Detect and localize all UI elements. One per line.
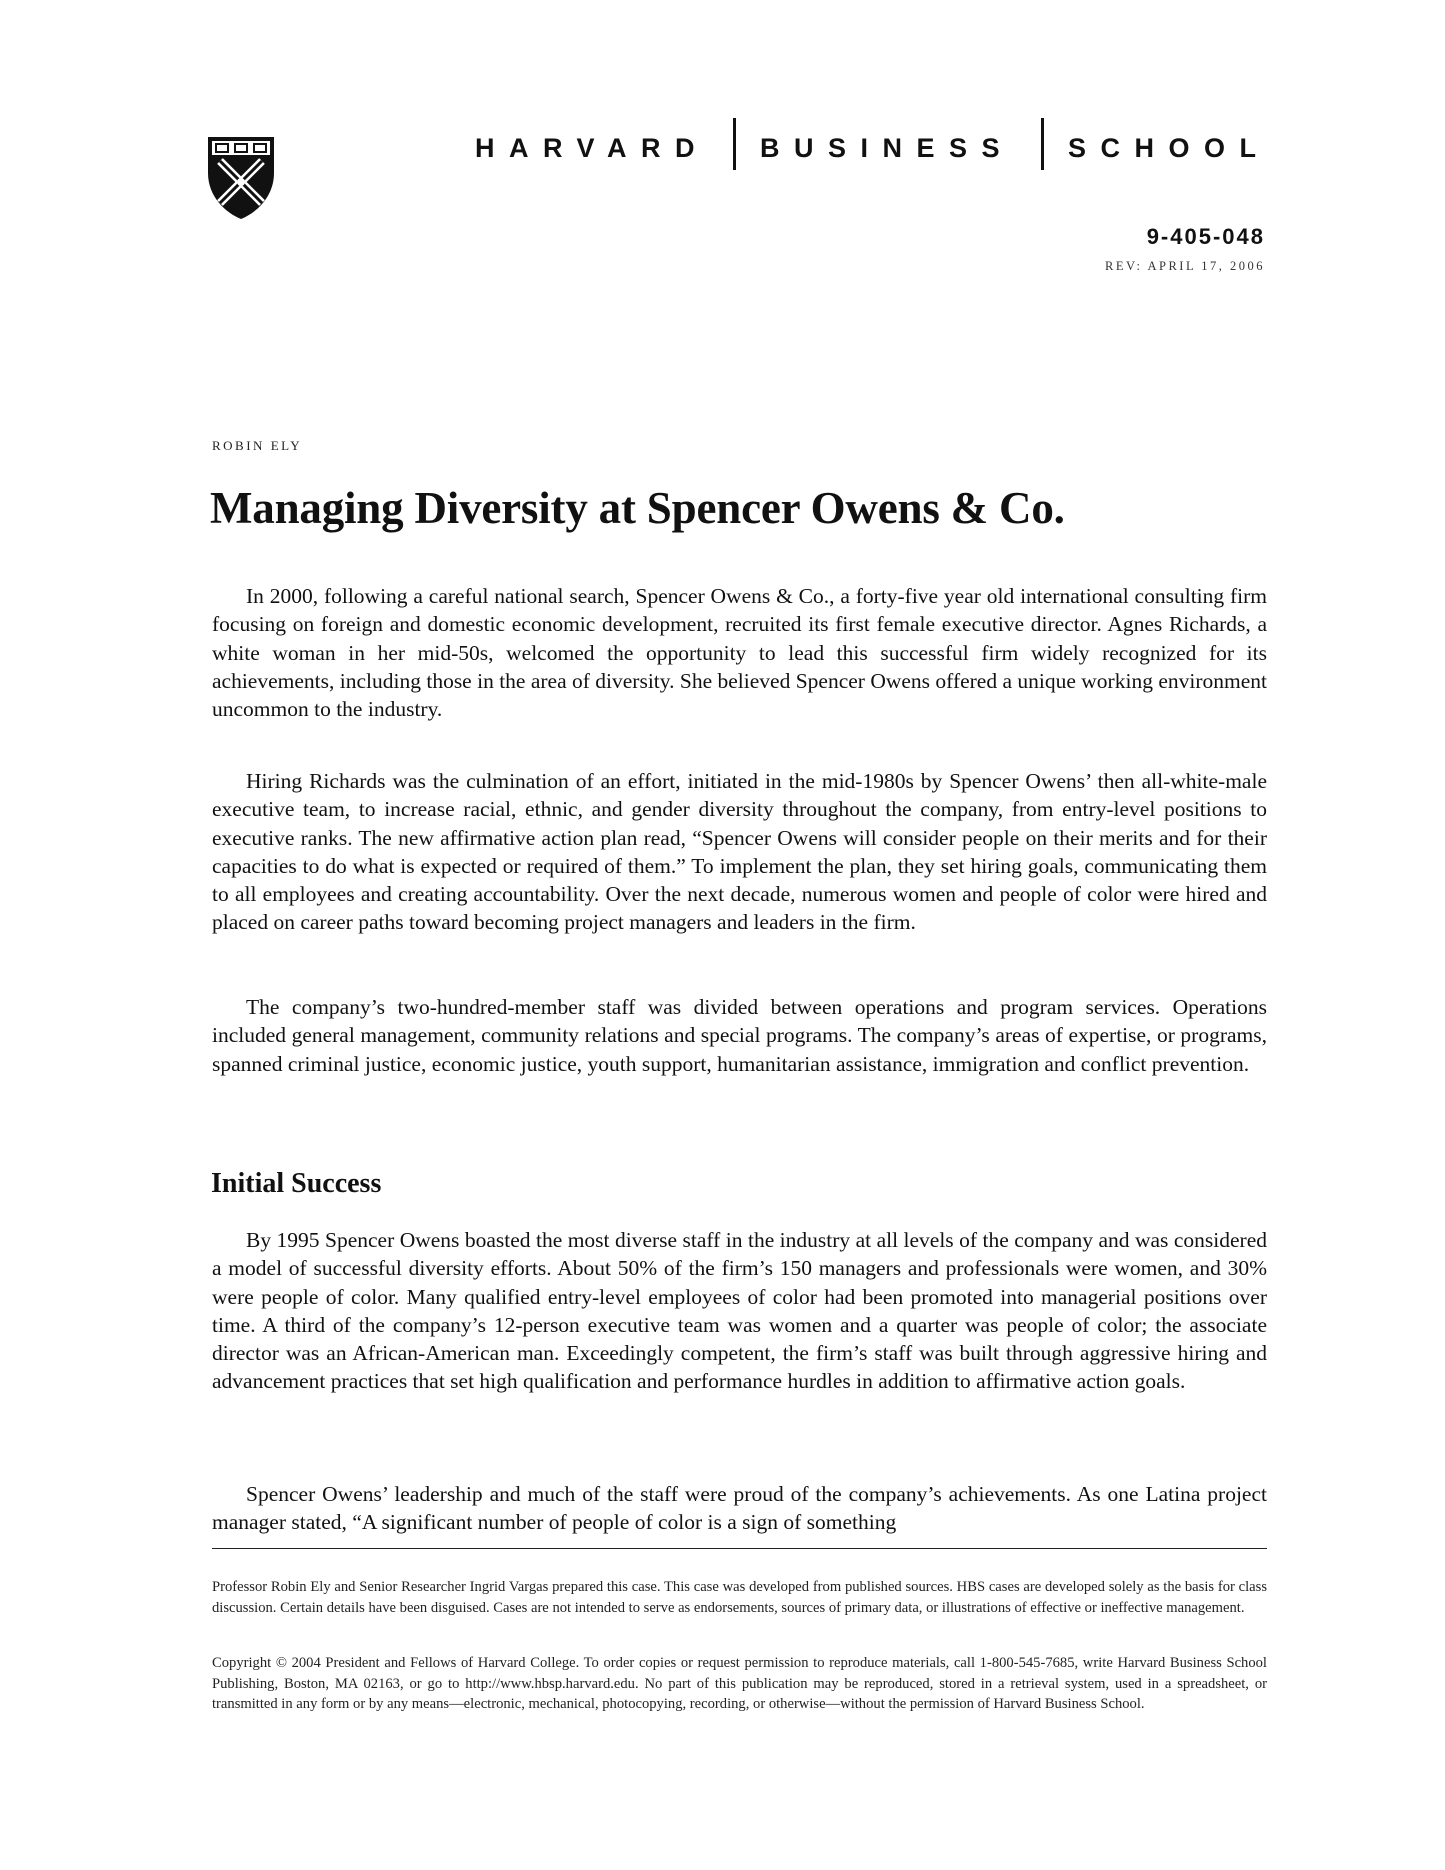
paragraph [212,1480,1267,1537]
paragraph [212,582,1267,723]
masthead-word-school: SCHOOL [1068,133,1271,163]
masthead [455,108,1275,218]
footnote-preparers: Professor Robin Ely and Senior Researcher Ingrid Vargas prepared this case. This case was developed from published sources. HBS cases are developed solely as the basis for class discussion. Certain details have been disguised. Cases are not intended to serve as endorsements, sources of primary data, or illustrations of effective or ineffective management. [212,1579,1267,1616]
page-title: Managing Diversity at Spencer Owens & Co. [210,483,1065,533]
harvard-crest-icon [206,135,276,221]
paragraph-text: Spencer Owens’ leadership and much of the staff were proud of the company’s achievements. As one Latina project manager stated, “A significant number of people of color is a sign of something [212,1482,1267,1535]
masthead-word-harvard: HARVARD [475,133,710,163]
paragraph-text: In 2000, following a careful national search, Spencer Owens & Co., a forty-five year old international consulting firm focusing on foreign and domestic economic development, recruited its first female executive director. Agnes Richards, a white woman in her mid-50s, welcomed the opportunity to lead this successful firm widely recognized for its achievements, including those in the area of diversity. She believed Spencer Owens offered a unique working environment uncommon to the industry. [212,584,1267,722]
paragraph [212,993,1267,1078]
footnote-divider [212,1548,1267,1549]
author: ROBIN ELY [212,438,303,453]
paragraph-text: The company’s two-hundred-member staff was divided between operations and program services. Operations included general management, community relations and special programs. The company’s areas of expertise, or programs, spanned criminal justice, economic justice, youth support, humanitarian assistance, immigration and conflict prevention. [212,995,1267,1076]
paragraph-text: Hiring Richards was the culmination of an effort, initiated in the mid-1980s by Spencer Owens’ then all-white-male executive team, to increase racial, ethnic, and gender diversity throughout the company, from entry-level positions to executive ranks. The new affirmative action plan read, “Spencer Owens will consider people on their merits and for their capacities to do what is expected or required of them.” To implement the plan, they set hiring goals, communicating them to all employees and creating accountability. Over the next decade, numerous women and people of color were hired and placed on career paths toward becoming project managers and leaders in the firm. [212,769,1267,935]
masthead-divider [733,118,736,170]
paragraph [212,767,1267,937]
paragraph [212,1226,1267,1396]
masthead-word-business: BUSINESS [760,133,1015,163]
masthead-divider [1041,118,1044,170]
footnote-copyright: Copyright © 2004 President and Fellows of Harvard College. To order copies or request permission to reproduce materials, call 1-800-545-7685, write Harvard Business School Publishing, Boston, MA 02163, or go to http://www.hbsp.harvard.edu. No part of this publication may be reproduced, stored in a retrieval system, used in a spreadsheet, or transmitted in any form or by any means—electronic, mechanical, photocopying, recording, or otherwise—without the permission of Harvard Business School. [212,1655,1267,1712]
paragraph-text: By 1995 Spencer Owens boasted the most diverse staff in the industry at all levels of the company and was considered a model of successful diversity efforts. About 50% of the firm’s 150 managers and professionals were women, and 30% were people of color. Many qualified entry-level employees of color had been promoted into managerial positions over time. A third of the company’s 12-person executive team was women and a quarter was people of color; the associate director was an African-American man. Exceedingly competent, the firm’s staff was built through aggressive hiring and advancement practices that set high qualification and performance hurdles in addition to affirmative action goals. [212,1228,1267,1394]
revision-date: REV: APRIL 17, 2006 [1104,259,1265,273]
section-heading: Initial Success [211,1168,382,1199]
case-number: 9-405-048 [1146,224,1265,249]
